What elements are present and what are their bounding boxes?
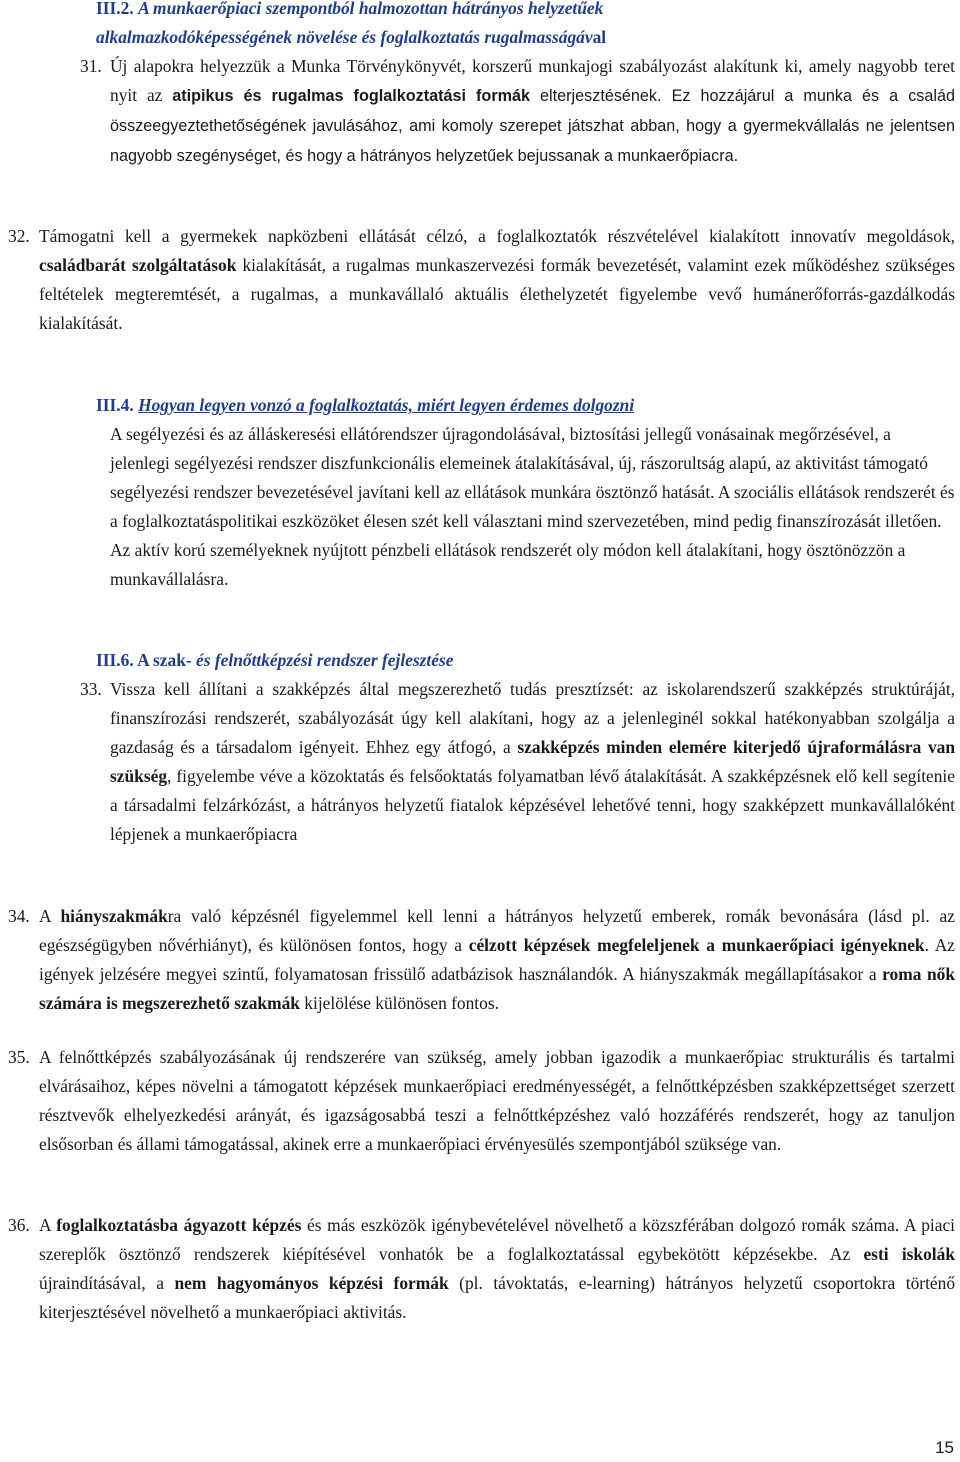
paragraph-text: A — [39, 1215, 57, 1235]
item-number: 32. — [8, 226, 30, 246]
bold-phrase: atipikus és rugalmas foglalkoztatási formák — [172, 87, 531, 105]
paragraph-text: , figyelembe véve a közoktatás és felsőoktatás folyamatban lévő átalakítását. A szakképzésnek elő kell segítenie a társadalmi felzárkózást, a hátrányos helyzetű fiatalok képzésével lehetővé tenni, hogy szakképzett munkavállalóként lépjenek a munkaerőpiacra — [110, 766, 955, 844]
paragraph-text: kijelölése különösen fontos. — [299, 993, 499, 1013]
paragraph-33 — [110, 675, 955, 849]
paragraph-text: A — [39, 906, 61, 926]
paragraph-text: (pl. távoktatás, e-learning) hátrányos helyzetű csoportokra történő kiterjesztésével növelhető a munkaerőpiaci aktivitás. — [39, 1273, 956, 1322]
item-number: 36. — [8, 1215, 30, 1235]
item-number: 35. — [8, 1047, 30, 1067]
paragraph-text: és más eszközök igénybevételével növelhető a közszférában dolgozó romák száma. A piaci szereplők ösztönző rendszerek kiépítésével vonhatók be a foglalkoztatással egybekötött képzésekbe. Az — [39, 1215, 955, 1264]
section-number: III.4. — [96, 395, 134, 415]
paragraph-34 — [39, 902, 955, 1018]
paragraph-text: Támogatni kell a gyermekek napközbeni ellátását célzó, a foglalkoztatók részvételével kialakított innovatív megoldások, — [39, 226, 955, 246]
section-title-cont: alkalmazkodóképességének növelése és foglalkoztatás rugalmasságáv — [96, 27, 593, 47]
paragraph-36 — [39, 1211, 955, 1327]
paragraph-text: Új alapokra helyezzük a Munka Törvénykönyvét, korszerű munkajogi szabályozást alakítunk ki, amely nagyobb teret nyit az — [110, 56, 955, 105]
item-number: 31. — [80, 56, 102, 76]
bold-phrase: célzott képzések megfeleljenek a munkaerőpiaci igényeknek — [468, 935, 925, 955]
bold-phrase: szakképzés minden elemére kiterjedő újraformálásra van szükség — [110, 737, 956, 786]
item-number: 33. — [80, 679, 102, 699]
section-number: III.6. — [96, 650, 134, 670]
section-title-end: al — [592, 27, 607, 47]
bold-phrase: nem hagyományos képzési formák — [174, 1273, 449, 1293]
section-heading-iii-6 — [96, 646, 956, 675]
section-heading-iii-2 — [96, 0, 956, 52]
paragraph-text: Vissza kell állítani a szakképzés által megszerezhető tudás presztízsét: az iskolarendszerű szakképzés struktúráját, finanszírozási rendszerét, szabályozását úgy kell alakítani, hogy az a jelenleginél sokkal hatékonyabban szolgálja a gazdaság és a társadalom igényeit. Ehhez egy átfogó, a — [110, 679, 955, 757]
paragraph-text: A segélyezési és az álláskeresési ellátórendszer újragondolásával, biztosítási jellegű vonásainak megőrzésével, a jelenlegi segélyezési rendszer diszfunkcionális elemeinek átalakításával, új, rászorultság alapú, az aktivitást támogató segélyezési rendszer bevezetésével javítani kell az ellátások munkára ösztönző hatását. A szociális ellátások rendszerét és a foglalkoztatáspolitikai eszközöket élesen szét kell választani mind szervezetében, mind pedig finanszírozását illetően. Az aktív korú személyeknek nyújtott pénzbeli ellátások rendszerét oly módon kell átalakítani, hogy ösztönözzön a munkavállalásra. — [110, 424, 955, 589]
section-title: A szak- — [137, 650, 192, 670]
paragraph-31 — [110, 52, 955, 171]
paragraph-s4 — [110, 420, 955, 594]
bold-phrase: esti iskolák — [863, 1244, 956, 1264]
section-heading-iii-4 — [96, 391, 956, 420]
page-number: 15 — [935, 1438, 954, 1457]
paragraph-35 — [39, 1043, 955, 1159]
paragraph-text: elterjesztésének. Ez hozzájárul a munka és a család összeegyeztethetőségének javulásához, ami komoly szerepet játszhat abban, hogy a gyermekvállalás ne jelentsen nagyobb szegénységet, és hogy a hátrányos helyzetűek bejussanak a munkaerőpiacra. — [110, 87, 955, 165]
paragraph-text: ra való képzésnél figyelemmel kell lenni a hátrányos helyzetű emberek, romák bevonására (lásd pl. az egészségügyben nővérhiányt), és különösen fontos, hogy a — [39, 906, 955, 955]
paragraph-text: A felnőttképzés szabályozásának új rendszerére van szükség, amely jobban igazodik a munkaerőpiac strukturális és tartalmi elvárásaihoz, képes növelni a támogatott képzések munkaerőpiaci eredményességét, a felnőttképzésben szakképzettséget szerzett résztvevők elhelyezkedési arányát, és igazságosabbá teszi a felnőttképzéshez való hozzáférés rendszerét, hogy az tanuljon elsősorban és állami támogatással, akinek erre a munkaerőpiaci érvényesülés szempontjából szüksége van. — [39, 1047, 955, 1154]
section-number: III.2. — [96, 0, 134, 18]
bold-phrase: roma nők számára is megszerezhető szakmák — [39, 964, 955, 1013]
bold-phrase: foglalkoztatásba ágyazott képzés — [56, 1215, 302, 1235]
section-title: Hogyan legyen vonzó a foglalkoztatás, miért legyen érdemes dolgozni — [138, 395, 635, 415]
bold-phrase: hiányszakmák — [60, 906, 168, 926]
section-title: A munkaerőpiaci szempontból halmozottan hátrányos helyzetűek — [138, 0, 604, 18]
paragraph-text: kialakítását, a rugalmas munkaszervezési formák bevezetését, valamint ezek működéshez szükséges feltételek megteremtését, a rugalmas, a munkavállaló aktuális élethelyzetét figyelembe vevő humánerőforrás-gazdálkodás kialakítását. — [39, 255, 955, 333]
section-title-cont: és felnőttképzési rendszer fejlesztése — [191, 650, 454, 670]
bold-phrase: családbarát szolgáltatások — [39, 255, 237, 275]
item-number: 34. — [8, 906, 30, 926]
paragraph-text: újraindításával, a — [39, 1273, 175, 1293]
paragraph-text: . Az igények jelzésére megyei szintű, folyamatosan frissülő adatbázisok használandók. A hiányszakmák megállapításakor a — [39, 935, 956, 984]
paragraph-32 — [39, 222, 955, 338]
